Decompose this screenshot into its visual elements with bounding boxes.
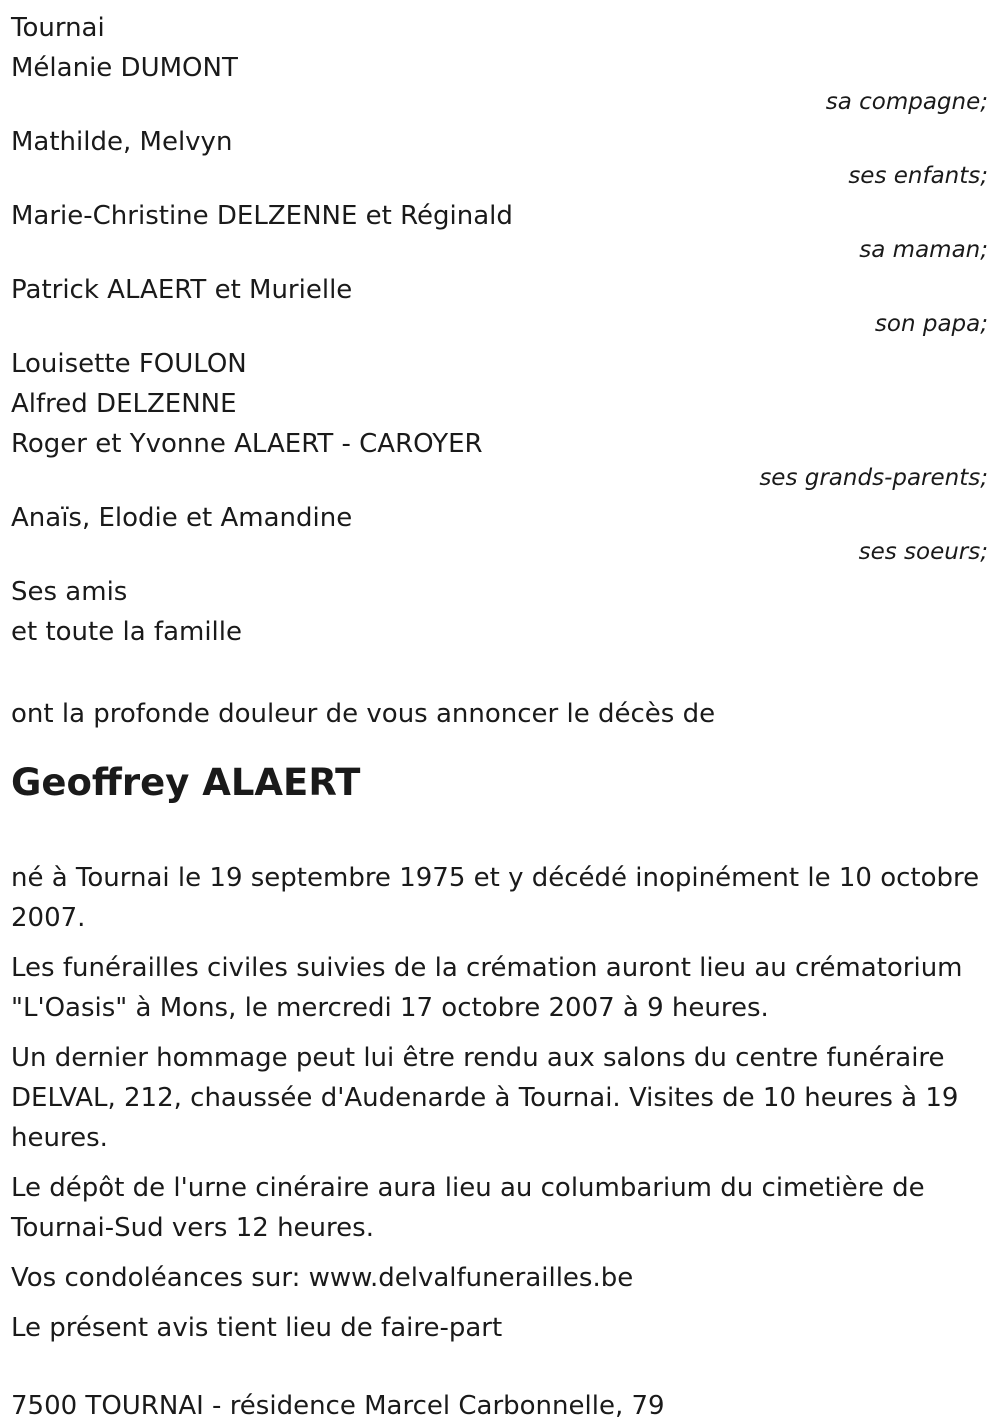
mourner-group-sisters — [11, 498, 990, 564]
mourner-name: Roger et Yvonne ALAERT - CAROYER — [11, 429, 483, 459]
mourner-group-mother — [11, 196, 990, 262]
mourner-role: sa compagne; — [825, 89, 988, 115]
announcement-text: ont la profonde douleur de vous annoncer le décès de — [11, 699, 716, 729]
mourner-name: Anaïs, Elodie et Amandine — [11, 503, 353, 533]
mourner-group-father — [11, 270, 990, 336]
friends-line: Ses amis — [11, 577, 128, 607]
town-heading: Tournai — [11, 13, 105, 43]
family-address: 7500 TOURNAI - résidence Marcel Carbonnelle, 79 — [11, 1391, 665, 1421]
mourner-name: Patrick ALAERT et Murielle — [11, 275, 353, 305]
mourner-group-grandparents — [11, 344, 990, 490]
mourner-name: Marie-Christine DELZENNE et Réginald — [11, 201, 513, 231]
mourner-role: sa maman; — [859, 237, 988, 263]
mourner-group-children — [11, 122, 990, 188]
mourner-group-partner — [11, 48, 990, 114]
deceased-name: Geoffrey ALAERT — [11, 761, 361, 804]
mourner-name: Mathilde, Melvyn — [11, 127, 233, 157]
mourner-role: son papa; — [874, 311, 988, 337]
visitation-paragraph: Un dernier hommage peut lui être rendu aux salons du centre funéraire DELVAL, 212, chaussée d'Audenarde à Tournai. Visites de 10 heures à 19 heures. — [11, 1043, 959, 1153]
mourner-name: Alfred DELZENNE — [11, 389, 237, 419]
mourner-name: Mélanie DUMONT — [11, 53, 238, 83]
friends-and-family — [11, 572, 990, 652]
notice-paragraph: Le présent avis tient lieu de faire-part — [11, 1313, 503, 1343]
birth-death-paragraph: né à Tournai le 19 septembre 1975 et y décédé inopinément le 10 octobre 2007. — [11, 863, 980, 933]
urn-paragraph: Le dépôt de l'urne cinéraire aura lieu au columbarium du cimetière de Tournai-Sud vers 12 heures. — [11, 1173, 925, 1243]
mourner-role: ses grands-parents; — [759, 465, 988, 491]
funeral-paragraph: Les funérailles civiles suivies de la crémation auront lieu au crématorium "L'Oasis" à Mons, le mercredi 17 octobre 2007 à 9 heures. — [11, 953, 963, 1023]
mourner-role: ses enfants; — [848, 163, 988, 189]
condolences-paragraph: Vos condoléances sur: www.delvalfunerailles.be — [11, 1263, 634, 1293]
mourner-role: ses soeurs; — [858, 539, 988, 565]
family-line: et toute la famille — [11, 617, 242, 647]
mourner-name: Louisette FOULON — [11, 349, 247, 379]
